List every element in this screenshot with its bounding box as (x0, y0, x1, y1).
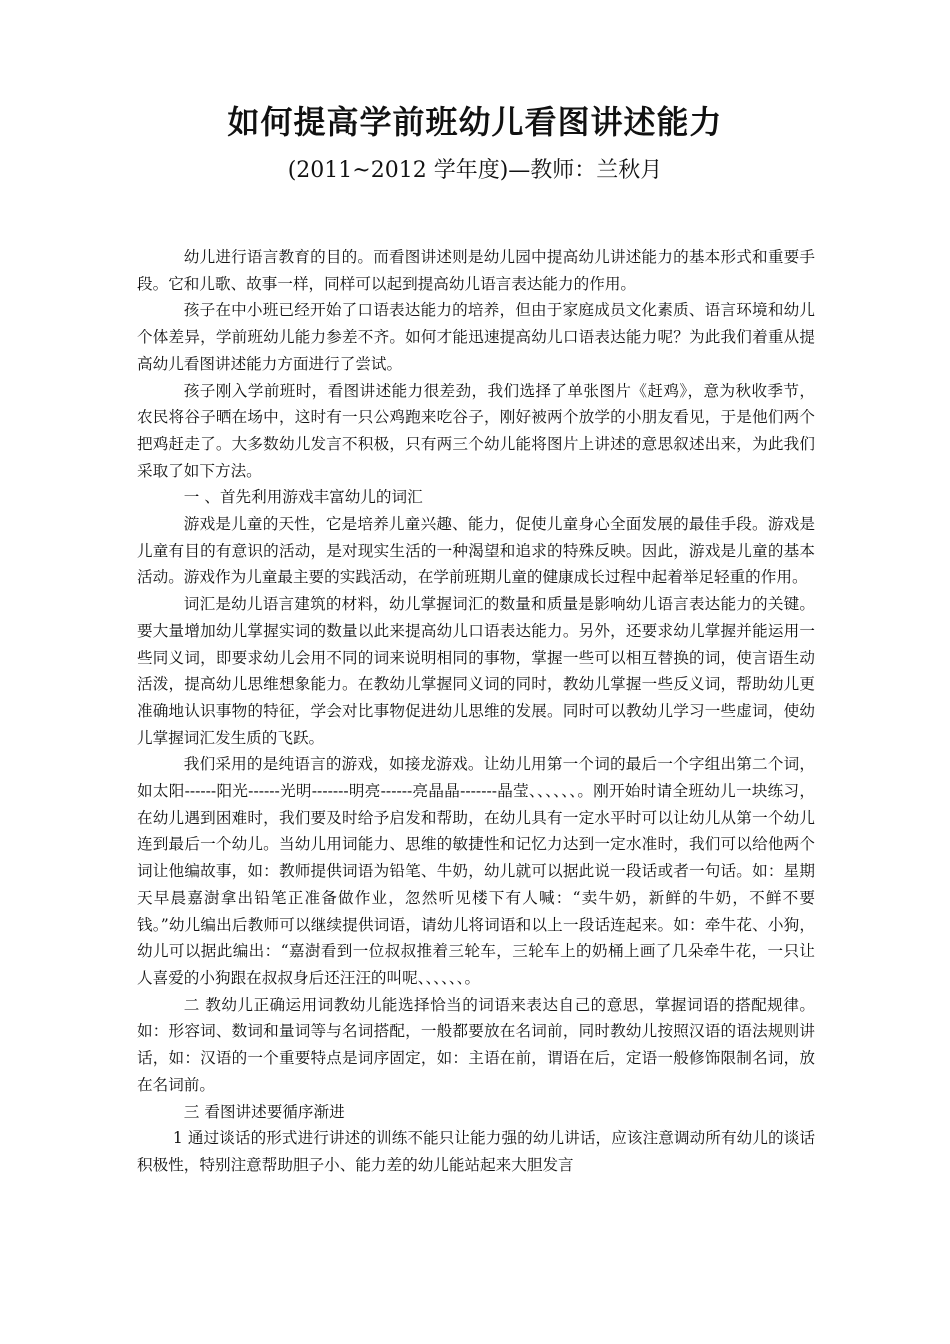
document-subtitle: (2011~2012 学年度)—教师：兰秋月 (287, 158, 663, 183)
paragraph-games: 游戏是儿童的天性，它是培养儿童兴趣、能力，促使儿童身心全面发展的最佳手段。游戏是儿童有目的有意识的活动，是对现实生活的一种渴望和追求的特殊反映。因此，游戏是儿童的基本活动。游戏作为儿童最主要的实践活动，在学前班期儿童的健康成长过程中起着举足轻重的作用。 (137, 515, 815, 587)
paragraph-intro: 幼儿进行语言教育的目的。而看图讲述则是幼儿园中提高幼儿讲述能力的基本形式和重要手段。它和儿歌、故事一样，同样可以起到提高幼儿语言表达能力的作用。 (137, 248, 815, 293)
section-heading-1: 一 、首先利用游戏丰富幼儿的词汇 (183, 488, 423, 507)
paragraph-word-chain: 我们采用的是纯语言的游戏，如接龙游戏。让幼儿用第一个词的最后一个字组出第二个词，如太阳------阳光------光明-------明亮------亮晶晶-------晶莹、、、、、、。刚开始时请全班幼儿一块练习，在幼儿遇到困难时，我们要及时给予启发和帮助，在幼儿具有一定水平时可以让幼儿从第一个幼儿连到最后一个幼儿。当幼儿用词能力、思维的敏捷性和记忆力达到一定水准时，我们可以给他两个词让他编故事，如：教师提供词语为铅笔、牛奶，幼儿就可以据此说一段话或者一句话。如：星期天早晨嘉澍拿出铅笔正准备做作业，忽然听见楼下有人喊：“卖牛奶，新鲜的牛奶，不鲜不要钱。”幼儿编出后教师可以继续提供词语，请幼儿将词语和以上一段话连起来。如：牵牛花、小狗，幼儿可以据此编出：“嘉澍看到一位叔叔推着三轮车，三轮车上的奶桶上画了几朵牵牛花，一只让人喜爱的小狗跟在叔叔身后还汪汪的叫呢、、、、、、。 (137, 755, 815, 987)
section-heading-3: 三 看图讲述要循序渐进 (183, 1102, 345, 1121)
paragraph-case: 孩子刚入学前班时，看图讲述能力很差劲，我们选择了单张图片《赶鸡》，意为秋收季节，农民将谷子晒在场中，这时有一只公鸡跑来吃谷子，刚好被两个放学的小朋友看见，于是他们两个把鸡赶走了。大多数幼儿发言不积极，只有两三个幼儿能将图片上讲述的意思叙述出来，为此我们采取了如下方法。 (137, 381, 815, 480)
paragraph-background: 孩子在中小班已经开始了口语表达能力的培养，但由于家庭成员文化素质、语言环境和幼儿个体差异，学前班幼儿能力参差不齐。如何才能迅速提高幼儿口语表达能力呢？为此我们着重从提高幼儿看图讲述能力方面进行了尝试。 (137, 301, 815, 373)
paragraph-step-1: 1 通过谈话的形式进行讲述的训练不能只让能力强的幼儿讲话，应该注意调动所有幼儿的谈话积极性，特别注意帮助胆子小、能力差的幼儿能站起来大胆发言 (137, 1129, 815, 1174)
document-title: 如何提高学前班幼儿看图讲述能力 (227, 103, 723, 141)
document-body (137, 244, 815, 1179)
paragraph-vocabulary: 词汇是幼儿语言建筑的材料，幼儿掌握词汇的数量和质量是影响幼儿语言表达能力的关键。要大量增加幼儿掌握实词的数量以此来提高幼儿口语表达能力。另外，还要求幼儿掌握并能运用一些同义词，即要求幼儿会用不同的词来说明相同的事物，掌握一些可以相互替换的词，使言语生动活泼，提高幼儿思维想象能力。在教幼儿掌握同义词的同时，教幼儿掌握一些反义词，帮助幼儿更准确地认识事物的特征，学会对比事物促进幼儿思维的发展。同时可以教幼儿学习一些虚词，使幼儿掌握词汇发生质的飞跃。 (137, 595, 815, 747)
paragraph-word-usage: 二 教幼儿正确运用词教幼儿能选择恰当的词语来表达自己的意思，掌握词语的搭配规律。如：形容词、数词和量词等与名词搭配，一般都要放在名词前，同时教幼儿按照汉语的语法规则讲话，如：汉语的一个重要特点是词序固定，如：主语在前，谓语在后，定语一般修饰限制名词，放在名词前。 (137, 995, 815, 1094)
